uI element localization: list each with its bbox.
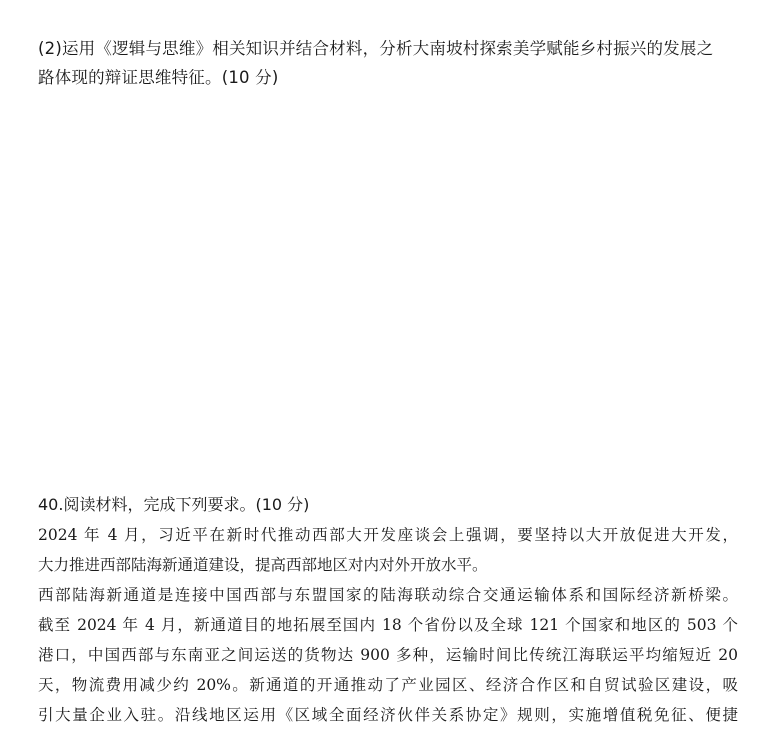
material-paragraph-2-line-3: 港口，中国西部与东南亚之间运送的货物达 900 多种，运输时间比传统江海联运平均缩短近 20 — [38, 646, 738, 664]
question-2-line-2: 路体现的辩证思维特征。(10 分) — [38, 68, 279, 87]
material-paragraph-1-line-1: 2024 年 4 月，习近平在新时代推动西部大开发座谈会上强调，要坚持以大开放促进大开发， — [38, 526, 738, 544]
answer-space — [38, 100, 738, 480]
question-40 — [38, 490, 738, 730]
material-paragraph-1-line-2: 大力推进西部陆海新通道建设，提高西部地区对内对外开放水平。 — [38, 556, 488, 574]
material-paragraph-2-line-1: 西部陆海新通道是连接中国西部与东盟国家的陆海联动综合交通运输体系和国际经济新桥梁。 — [38, 586, 738, 604]
material-paragraph-2-line-4: 天，物流费用减少约 20%。新通道的开通推动了产业园区、经济合作区和自贸试验区建设，吸 — [38, 676, 738, 694]
question-2 — [38, 34, 738, 92]
question-40-material — [38, 520, 738, 730]
question-40-heading: 40.阅读材料，完成下列要求。(10 分) — [38, 495, 310, 514]
question-2-line-1: (2)运用《逻辑与思维》相关知识并结合材料，分析大南坡村探索美学赋能乡村振兴的发展之 — [38, 39, 714, 58]
material-paragraph-2-line-2: 截至 2024 年 4 月，新通道目的地拓展至国内 18 个省份以及全球 121 个国家和地区的 503 个 — [38, 616, 738, 634]
material-paragraph-2-line-5: 引大量企业入驻。沿线地区运用《区域全面经济伙伴关系协定》规则，实施增值税免征、便捷 — [38, 706, 738, 724]
